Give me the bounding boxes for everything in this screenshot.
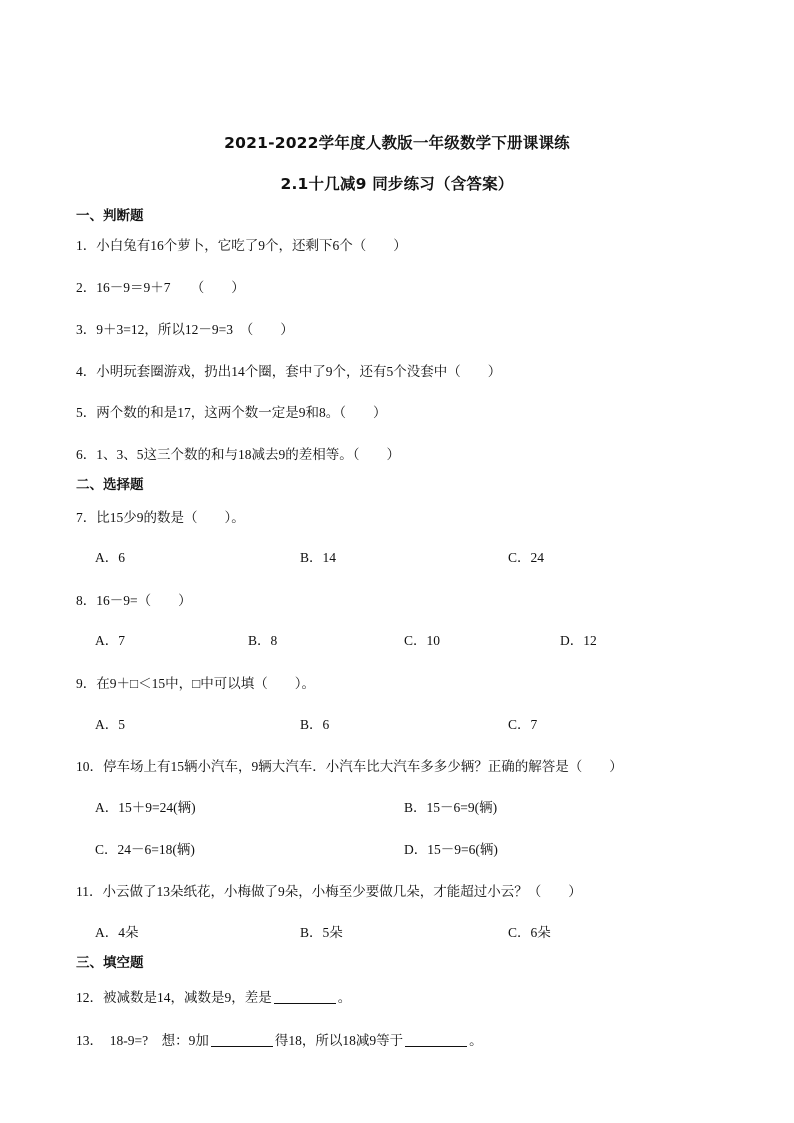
q9-option-b: B．6 [300,717,330,732]
answer-blank[interactable] [405,1032,467,1047]
question-13-end: 。 [469,1033,483,1048]
question-9: 9．在9＋□＜15中，□中可以填（ ）。 [76,676,316,691]
q8-option-d: D．12 [560,633,597,648]
question-12-text: 12．被减数是14，减数是9，差是 [76,990,272,1005]
question-6: 6．1、3、5这三个数的和与18减去9的差相等。（ ） [76,447,400,462]
q7-option-c: C．24 [508,550,545,565]
q8-option-b: B．8 [248,633,278,648]
question-10: 10．停车场上有15辆小汽车，9辆大汽车．小汽车比大汽车多多少辆？正确的解答是（ ） [76,759,623,774]
section-heading-fill-blank: 三、填空题 [76,955,144,971]
q11-option-c: C．6朵 [508,925,551,940]
title-line-1: 2021-2022学年度人教版一年级数学下册课课练 [224,134,570,152]
question-13-text-a: 13． 18-9=? 想：9加 [76,1033,209,1048]
q10-option-c: C．24－6=18(辆) [95,842,195,857]
title-line-2: 2.1十几减9 同步练习（含答案） [280,175,514,193]
q10-option-b: B．15－6=9(辆) [404,800,498,815]
question-4: 4．小明玩套圈游戏，扔出14个圈，套中了9个，还有5个没套中（ ） [76,364,502,379]
q7-option-a: A．6 [95,550,125,565]
question-13 [76,1029,483,1049]
q8-option-a: A．7 [95,633,125,648]
q8-option-c: C．10 [404,633,441,648]
question-8: 8．16－9=（ ） [76,593,192,608]
q11-option-a: A．4朵 [95,925,139,940]
q10-option-d: D．15－9=6(辆) [404,842,498,857]
question-13-text-b: 得18，所以18减9等于 [274,1033,404,1048]
q10-option-a: A．15＋9=24(辆) [95,800,196,815]
q9-option-c: C．7 [508,717,538,732]
q11-option-b: B．5朵 [300,925,343,940]
question-12-end: 。 [337,990,352,1005]
q9-option-a: A．5 [95,717,125,732]
question-5: 5．两个数的和是17，这两个数一定是9和8。（ ） [76,405,387,420]
question-2: 2．16－9＝9＋7 （ ） [76,280,245,295]
section-heading-true-false: 一、判断题 [76,208,144,224]
q7-option-b: B．14 [300,550,337,565]
answer-blank[interactable] [211,1032,273,1047]
question-11: 11．小云做了13朵纸花，小梅做了9朵，小梅至少要做几朵，才能超过小云？（ ） [76,884,582,899]
question-1: 1．小白兔有16个萝卜，它吃了9个，还剩下6个（ ） [76,238,407,253]
answer-blank[interactable] [274,989,336,1004]
question-3: 3．9＋3=12，所以12－9=3 （ ） [76,322,294,337]
section-heading-multiple-choice: 二、选择题 [76,477,144,493]
question-7: 7．比15少9的数是（ ）。 [76,510,245,525]
question-12 [76,986,351,1006]
